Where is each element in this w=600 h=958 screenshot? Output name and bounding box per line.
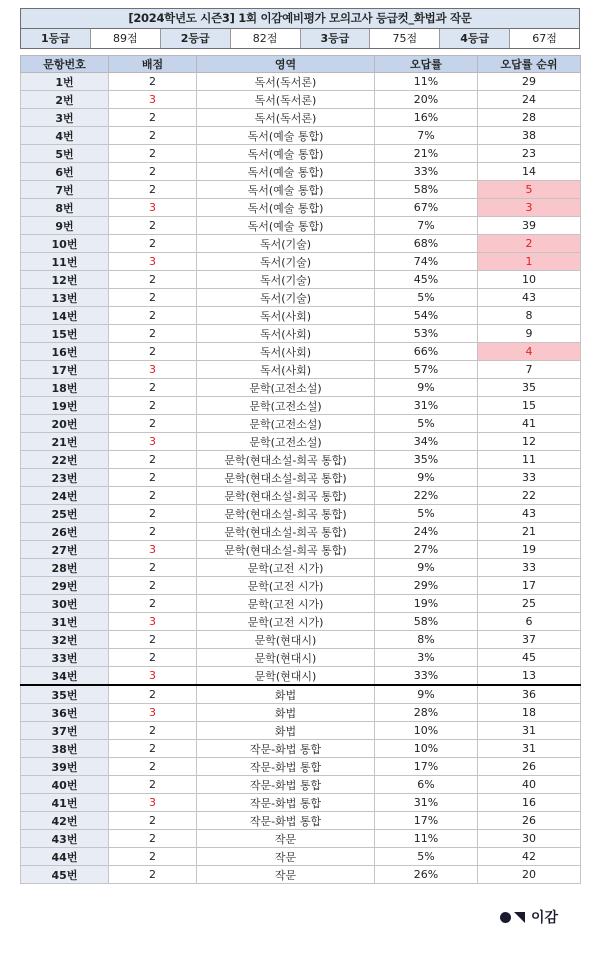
question-number-cell: 44번 [21, 848, 109, 866]
question-number-cell: 6번 [21, 163, 109, 181]
area-cell: 독서(기술) [197, 235, 375, 253]
points-cell: 2 [109, 776, 197, 794]
table-row [21, 181, 581, 199]
grade-4-label: 4등급 [439, 29, 509, 48]
error-rate-cell: 7% [375, 127, 478, 145]
points-cell: 3 [109, 613, 197, 631]
area-cell: 독서(사회) [197, 307, 375, 325]
error-rank-cell: 20 [478, 866, 581, 884]
area-cell: 문학(고전소설) [197, 397, 375, 415]
grade-3-value: 75점 [369, 29, 439, 48]
question-number-cell: 8번 [21, 199, 109, 217]
area-cell: 문학(고전소설) [197, 379, 375, 397]
logo-text: 이감 [531, 910, 559, 926]
error-rate-cell: 7% [375, 217, 478, 235]
table-row [21, 758, 581, 776]
table-row [21, 109, 581, 127]
table-row [21, 541, 581, 559]
error-rank-cell: 40 [478, 776, 581, 794]
error-rate-cell: 45% [375, 271, 478, 289]
error-rank-cell: 17 [478, 577, 581, 595]
points-cell: 2 [109, 595, 197, 613]
error-rank-cell: 2 [478, 235, 581, 253]
error-rank-cell: 36 [478, 685, 581, 704]
question-number-cell: 33번 [21, 649, 109, 667]
points-cell: 2 [109, 848, 197, 866]
points-cell: 2 [109, 145, 197, 163]
points-cell: 2 [109, 866, 197, 884]
grade-1-label: 1등급 [21, 29, 90, 48]
header-error-rank: 오답률 순위 [478, 56, 581, 73]
area-cell: 독서(독서론) [197, 91, 375, 109]
area-cell: 작문-화법 통합 [197, 758, 375, 776]
table-row [21, 415, 581, 433]
error-rate-cell: 57% [375, 361, 478, 379]
error-rank-cell: 35 [478, 379, 581, 397]
area-cell: 독서(사회) [197, 325, 375, 343]
points-cell: 3 [109, 541, 197, 559]
table-row [21, 523, 581, 541]
error-rank-cell: 1 [478, 253, 581, 271]
table-row [21, 127, 581, 145]
error-rank-cell: 15 [478, 397, 581, 415]
error-rank-cell: 43 [478, 289, 581, 307]
error-rate-cell: 54% [375, 307, 478, 325]
error-rate-cell: 68% [375, 235, 478, 253]
points-cell: 2 [109, 325, 197, 343]
points-cell: 2 [109, 127, 197, 145]
table-row [21, 451, 581, 469]
table-row [21, 91, 581, 109]
error-rank-cell: 7 [478, 361, 581, 379]
error-rank-cell: 25 [478, 595, 581, 613]
points-cell: 3 [109, 253, 197, 271]
table-row [21, 469, 581, 487]
table-row [21, 812, 581, 830]
points-cell: 2 [109, 181, 197, 199]
area-cell: 문학(현대시) [197, 631, 375, 649]
error-rank-cell: 33 [478, 469, 581, 487]
question-number-cell: 16번 [21, 343, 109, 361]
error-rate-cell: 5% [375, 848, 478, 866]
area-cell: 문학(현대소설-희곡 통합) [197, 541, 375, 559]
points-cell: 3 [109, 667, 197, 686]
error-rate-cell: 9% [375, 559, 478, 577]
table-row [21, 685, 581, 704]
question-number-cell: 28번 [21, 559, 109, 577]
error-rank-cell: 12 [478, 433, 581, 451]
area-cell: 독서(예술 통합) [197, 163, 375, 181]
points-cell: 2 [109, 73, 197, 91]
error-rank-cell: 31 [478, 740, 581, 758]
error-rate-cell: 19% [375, 595, 478, 613]
table-row [21, 487, 581, 505]
table-row [21, 235, 581, 253]
points-cell: 2 [109, 722, 197, 740]
question-number-cell: 9번 [21, 217, 109, 235]
grade-4-value: 67점 [509, 29, 579, 48]
question-number-cell: 4번 [21, 127, 109, 145]
error-rank-cell: 43 [478, 505, 581, 523]
error-rate-cell: 31% [375, 397, 478, 415]
error-rate-cell: 21% [375, 145, 478, 163]
area-cell: 문학(현대시) [197, 667, 375, 686]
table-row [21, 866, 581, 884]
error-rate-cell: 5% [375, 505, 478, 523]
error-rank-cell: 29 [478, 73, 581, 91]
area-cell: 독서(예술 통합) [197, 181, 375, 199]
error-rank-cell: 33 [478, 559, 581, 577]
error-rank-cell: 30 [478, 830, 581, 848]
question-number-cell: 35번 [21, 685, 109, 704]
area-cell: 문학(현대시) [197, 649, 375, 667]
table-row [21, 343, 581, 361]
error-rate-cell: 58% [375, 181, 478, 199]
points-cell: 2 [109, 812, 197, 830]
error-rank-cell: 8 [478, 307, 581, 325]
error-rank-cell: 3 [478, 199, 581, 217]
points-cell: 2 [109, 469, 197, 487]
error-rank-cell: 24 [478, 91, 581, 109]
header-question-number: 문항번호 [21, 56, 109, 73]
points-cell: 2 [109, 415, 197, 433]
error-rate-cell: 10% [375, 722, 478, 740]
logo-dot-icon [500, 912, 511, 923]
header-area: 영역 [197, 56, 375, 73]
points-cell: 3 [109, 704, 197, 722]
question-number-cell: 19번 [21, 397, 109, 415]
question-number-cell: 18번 [21, 379, 109, 397]
item-stats-table [20, 55, 581, 884]
question-number-cell: 34번 [21, 667, 109, 686]
error-rank-cell: 13 [478, 667, 581, 686]
table-row [21, 433, 581, 451]
question-number-cell: 31번 [21, 613, 109, 631]
area-cell: 독서(사회) [197, 361, 375, 379]
error-rank-cell: 6 [478, 613, 581, 631]
error-rate-cell: 33% [375, 667, 478, 686]
table-row [21, 289, 581, 307]
error-rank-cell: 31 [478, 722, 581, 740]
table-row [21, 199, 581, 217]
table-row [21, 631, 581, 649]
points-cell: 2 [109, 577, 197, 595]
grade-3-label: 3등급 [300, 29, 370, 48]
area-cell: 화법 [197, 704, 375, 722]
error-rate-cell: 34% [375, 433, 478, 451]
question-number-cell: 17번 [21, 361, 109, 379]
table-body [21, 73, 581, 884]
question-number-cell: 42번 [21, 812, 109, 830]
error-rate-cell: 11% [375, 830, 478, 848]
area-cell: 작문 [197, 848, 375, 866]
area-cell: 독서(예술 통합) [197, 145, 375, 163]
question-number-cell: 25번 [21, 505, 109, 523]
area-cell: 독서(예술 통합) [197, 199, 375, 217]
error-rank-cell: 42 [478, 848, 581, 866]
area-cell: 문학(고전소설) [197, 433, 375, 451]
question-number-cell: 2번 [21, 91, 109, 109]
points-cell: 2 [109, 397, 197, 415]
area-cell: 독서(예술 통합) [197, 127, 375, 145]
question-number-cell: 36번 [21, 704, 109, 722]
igam-logo [500, 908, 558, 926]
error-rate-cell: 35% [375, 451, 478, 469]
error-rate-cell: 66% [375, 343, 478, 361]
error-rank-cell: 38 [478, 127, 581, 145]
question-number-cell: 12번 [21, 271, 109, 289]
points-cell: 2 [109, 758, 197, 776]
error-rank-cell: 11 [478, 451, 581, 469]
area-cell: 문학(현대소설-희곡 통합) [197, 505, 375, 523]
error-rate-cell: 17% [375, 812, 478, 830]
question-number-cell: 37번 [21, 722, 109, 740]
area-cell: 작문 [197, 866, 375, 884]
error-rank-cell: 4 [478, 343, 581, 361]
table-row [21, 722, 581, 740]
area-cell: 화법 [197, 722, 375, 740]
question-number-cell: 39번 [21, 758, 109, 776]
question-number-cell: 13번 [21, 289, 109, 307]
sheet-title: [2024학년도 시즌3] 1회 이감예비평가 모의고사 등급컷_화법과 작문 [20, 8, 580, 28]
question-number-cell: 14번 [21, 307, 109, 325]
points-cell: 2 [109, 740, 197, 758]
points-cell: 2 [109, 343, 197, 361]
question-number-cell: 21번 [21, 433, 109, 451]
error-rate-cell: 17% [375, 758, 478, 776]
area-cell: 작문-화법 통합 [197, 776, 375, 794]
question-number-cell: 27번 [21, 541, 109, 559]
table-row [21, 73, 581, 91]
points-cell: 2 [109, 307, 197, 325]
points-cell: 3 [109, 91, 197, 109]
error-rate-cell: 28% [375, 704, 478, 722]
area-cell: 독서(기술) [197, 289, 375, 307]
header-error-rate: 오답률 [375, 56, 478, 73]
table-header-row [21, 56, 581, 73]
error-rate-cell: 5% [375, 415, 478, 433]
points-cell: 3 [109, 361, 197, 379]
question-number-cell: 29번 [21, 577, 109, 595]
area-cell: 문학(고전 시가) [197, 577, 375, 595]
error-rate-cell: 10% [375, 740, 478, 758]
error-rank-cell: 9 [478, 325, 581, 343]
area-cell: 문학(고전 시가) [197, 559, 375, 577]
error-rank-cell: 23 [478, 145, 581, 163]
error-rank-cell: 28 [478, 109, 581, 127]
points-cell: 2 [109, 685, 197, 704]
points-cell: 3 [109, 199, 197, 217]
error-rate-cell: 58% [375, 613, 478, 631]
points-cell: 2 [109, 487, 197, 505]
area-cell: 문학(현대소설-희곡 통합) [197, 469, 375, 487]
points-cell: 2 [109, 451, 197, 469]
error-rank-cell: 16 [478, 794, 581, 812]
error-rate-cell: 29% [375, 577, 478, 595]
error-rank-cell: 45 [478, 649, 581, 667]
table-row [21, 740, 581, 758]
area-cell: 문학(고전 시가) [197, 613, 375, 631]
error-rate-cell: 33% [375, 163, 478, 181]
table-row [21, 776, 581, 794]
error-rate-cell: 6% [375, 776, 478, 794]
grade-2-label: 2등급 [160, 29, 230, 48]
points-cell: 2 [109, 163, 197, 181]
error-rate-cell: 27% [375, 541, 478, 559]
table-row [21, 577, 581, 595]
table-row [21, 361, 581, 379]
area-cell: 화법 [197, 685, 375, 704]
question-number-cell: 7번 [21, 181, 109, 199]
table-row [21, 163, 581, 181]
area-cell: 독서(독서론) [197, 109, 375, 127]
grade-2-value: 82점 [230, 29, 300, 48]
question-number-cell: 22번 [21, 451, 109, 469]
table-row [21, 559, 581, 577]
error-rate-cell: 9% [375, 685, 478, 704]
area-cell: 문학(현대소설-희곡 통합) [197, 451, 375, 469]
question-number-cell: 24번 [21, 487, 109, 505]
question-number-cell: 3번 [21, 109, 109, 127]
area-cell: 독서(예술 통합) [197, 217, 375, 235]
points-cell: 2 [109, 235, 197, 253]
table-row [21, 397, 581, 415]
points-cell: 3 [109, 433, 197, 451]
question-number-cell: 1번 [21, 73, 109, 91]
area-cell: 문학(현대소설-희곡 통합) [197, 523, 375, 541]
table-row [21, 848, 581, 866]
area-cell: 문학(현대소설-희곡 통합) [197, 487, 375, 505]
table-row [21, 667, 581, 686]
area-cell: 독서(사회) [197, 343, 375, 361]
grade-1-value: 89점 [90, 29, 160, 48]
area-cell: 작문 [197, 830, 375, 848]
question-number-cell: 23번 [21, 469, 109, 487]
error-rank-cell: 39 [478, 217, 581, 235]
error-rate-cell: 24% [375, 523, 478, 541]
error-rate-cell: 20% [375, 91, 478, 109]
error-rate-cell: 31% [375, 794, 478, 812]
area-cell: 독서(기술) [197, 253, 375, 271]
table-row [21, 704, 581, 722]
table-row [21, 613, 581, 631]
error-rank-cell: 26 [478, 758, 581, 776]
grade-cut-sheet [20, 8, 580, 884]
error-rate-cell: 67% [375, 199, 478, 217]
question-number-cell: 10번 [21, 235, 109, 253]
points-cell: 2 [109, 271, 197, 289]
error-rate-cell: 74% [375, 253, 478, 271]
error-rate-cell: 9% [375, 469, 478, 487]
question-number-cell: 40번 [21, 776, 109, 794]
question-number-cell: 15번 [21, 325, 109, 343]
error-rank-cell: 22 [478, 487, 581, 505]
area-cell: 독서(독서론) [197, 73, 375, 91]
area-cell: 작문-화법 통합 [197, 740, 375, 758]
error-rank-cell: 26 [478, 812, 581, 830]
points-cell: 2 [109, 523, 197, 541]
table-row [21, 505, 581, 523]
points-cell: 2 [109, 649, 197, 667]
error-rank-cell: 19 [478, 541, 581, 559]
header-points: 배점 [109, 56, 197, 73]
question-number-cell: 5번 [21, 145, 109, 163]
error-rate-cell: 16% [375, 109, 478, 127]
error-rate-cell: 9% [375, 379, 478, 397]
table-row [21, 271, 581, 289]
area-cell: 문학(고전소설) [197, 415, 375, 433]
question-number-cell: 20번 [21, 415, 109, 433]
error-rank-cell: 37 [478, 631, 581, 649]
table-row [21, 145, 581, 163]
error-rate-cell: 11% [375, 73, 478, 91]
points-cell: 2 [109, 559, 197, 577]
question-number-cell: 26번 [21, 523, 109, 541]
error-rank-cell: 14 [478, 163, 581, 181]
area-cell: 작문-화법 통합 [197, 812, 375, 830]
error-rank-cell: 10 [478, 271, 581, 289]
area-cell: 문학(고전 시가) [197, 595, 375, 613]
error-rate-cell: 5% [375, 289, 478, 307]
points-cell: 2 [109, 830, 197, 848]
question-number-cell: 41번 [21, 794, 109, 812]
table-row [21, 379, 581, 397]
question-number-cell: 38번 [21, 740, 109, 758]
error-rank-cell: 41 [478, 415, 581, 433]
error-rank-cell: 18 [478, 704, 581, 722]
error-rate-cell: 22% [375, 487, 478, 505]
table-row [21, 325, 581, 343]
error-rate-cell: 53% [375, 325, 478, 343]
error-rate-cell: 8% [375, 631, 478, 649]
area-cell: 독서(기술) [197, 271, 375, 289]
points-cell: 2 [109, 109, 197, 127]
points-cell: 2 [109, 631, 197, 649]
points-cell: 2 [109, 505, 197, 523]
error-rank-cell: 5 [478, 181, 581, 199]
error-rate-cell: 3% [375, 649, 478, 667]
points-cell: 2 [109, 217, 197, 235]
area-cell: 작문-화법 통합 [197, 794, 375, 812]
table-row [21, 217, 581, 235]
error-rank-cell: 21 [478, 523, 581, 541]
points-cell: 3 [109, 794, 197, 812]
logo-triangle-icon [514, 912, 525, 923]
table-row [21, 253, 581, 271]
table-row [21, 307, 581, 325]
question-number-cell: 30번 [21, 595, 109, 613]
points-cell: 2 [109, 379, 197, 397]
error-rate-cell: 26% [375, 866, 478, 884]
table-row [21, 649, 581, 667]
question-number-cell: 32번 [21, 631, 109, 649]
table-row [21, 595, 581, 613]
points-cell: 2 [109, 289, 197, 307]
question-number-cell: 45번 [21, 866, 109, 884]
grade-cut-bar [20, 28, 580, 49]
question-number-cell: 43번 [21, 830, 109, 848]
table-row [21, 794, 581, 812]
table-row [21, 830, 581, 848]
question-number-cell: 11번 [21, 253, 109, 271]
